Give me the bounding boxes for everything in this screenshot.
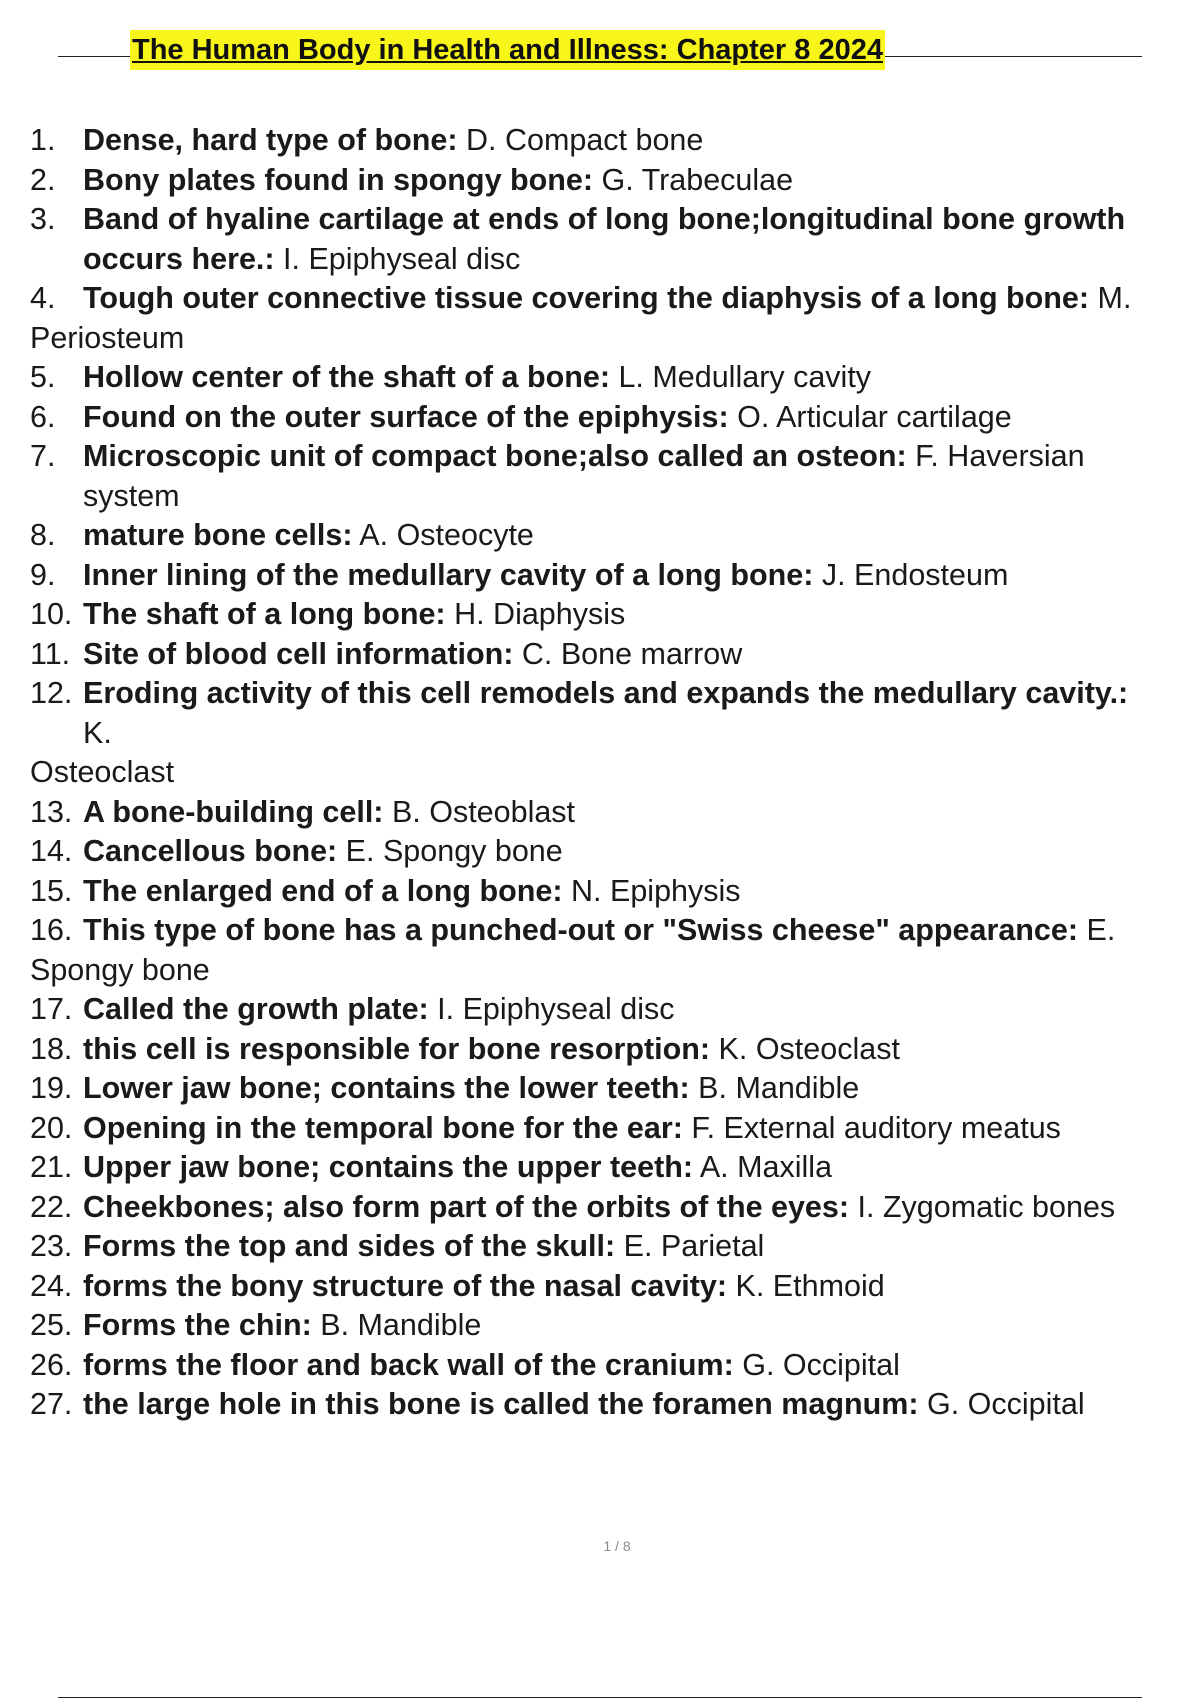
item-number: 4. [30, 281, 56, 315]
document-title: The Human Body in Health and Illness: Chapter 8 2024 [130, 30, 885, 70]
item-number: 2. [30, 162, 56, 197]
list-item [0, 1346, 1200, 1386]
item-number: 19. [30, 1071, 73, 1105]
answer-text: O. Articular cartilage [728, 399, 1012, 434]
question-text: forms the bony structure of the nasal cavity: [83, 1268, 728, 1303]
list-item [0, 556, 1200, 596]
question-text: forms the floor and back wall of the cranium: [83, 1347, 734, 1382]
item-number: 24. [30, 1268, 73, 1303]
item-number: 5. [30, 360, 56, 394]
question-text: The enlarged end of a long bone: [83, 873, 563, 908]
answer-text: H. Diaphysis [445, 597, 626, 631]
question-text: Called the growth plate: [83, 992, 429, 1026]
list-item [0, 121, 1200, 161]
item-number: 22. [30, 1189, 73, 1224]
question-text: Opening in the temporal bone for the ear: [83, 1110, 683, 1145]
answer-text: B. Mandible [311, 1308, 482, 1342]
answer-text: E. Parietal [615, 1229, 765, 1263]
list-item [0, 1109, 1200, 1149]
item-number: 23. [30, 1229, 73, 1263]
item-number: 10. [30, 597, 73, 631]
item-number: 13. [30, 794, 73, 829]
list-item [0, 398, 1200, 438]
question-text: mature bone cells: [83, 518, 353, 552]
question-text: The shaft of a long bone: [83, 597, 446, 631]
question-text: Lower jaw bone; contains the lower teeth: [83, 1071, 690, 1105]
answer-text: I. Epiphyseal disc [274, 241, 521, 276]
answer-text: E. [1078, 913, 1116, 947]
list-item [0, 437, 1200, 516]
question-text: Found on the outer surface of the epiphysis: [83, 399, 729, 434]
question-text: this cell is responsible for bone resorption: [83, 1031, 711, 1066]
answer-text: I. Zygomatic bones [849, 1189, 1116, 1224]
item-number: 27. [30, 1387, 73, 1421]
answer-text: A. Maxilla [693, 1150, 833, 1184]
item-number: 25. [30, 1308, 73, 1342]
answer-text: D. Compact bone [457, 123, 704, 157]
item-number: 21. [30, 1150, 73, 1184]
answer-text: J. Endosteum [813, 557, 1009, 592]
list-item [0, 161, 1200, 201]
question-text: Cancellous bone: [83, 834, 338, 868]
answer-text: F. External auditory meatus [682, 1110, 1061, 1145]
item-number: 14. [30, 834, 73, 868]
answer-text-continued: Osteoclast [30, 755, 175, 789]
answer-text: E. Spongy bone [337, 834, 563, 868]
list-item [0, 1306, 1200, 1346]
item-number: 1. [30, 123, 56, 157]
question-text: Bony plates found in spongy bone: [83, 162, 594, 197]
list-item [0, 358, 1200, 398]
answer-text: B. Osteoblast [383, 794, 576, 829]
answer-text: M. [1089, 281, 1132, 315]
question-text: Upper jaw bone; contains the upper teeth: [83, 1150, 694, 1184]
item-number: 26. [30, 1347, 73, 1382]
list-item [0, 911, 1200, 990]
list-item [0, 516, 1200, 556]
page-number: 1 / 8 [603, 1538, 631, 1554]
answer-text: K. [83, 715, 112, 750]
list-item [0, 832, 1200, 872]
item-number: 15. [30, 873, 73, 908]
list-item [0, 1148, 1200, 1188]
question-text: Tough outer connective tissue covering the diaphysis of a long bone: [83, 281, 1090, 315]
item-number: 3. [30, 202, 56, 236]
question-text: Hollow center of the shaft of a bone: [83, 360, 610, 394]
list-item [0, 1227, 1200, 1267]
question-text: Site of blood cell information: [83, 636, 514, 671]
answer-text-continued: Spongy bone [30, 952, 210, 987]
answer-text-continued: system [83, 478, 180, 513]
question-text: Cheekbones; also form part of the orbits of the eyes: [83, 1189, 850, 1224]
list-item [0, 1069, 1200, 1109]
answer-text: G. Trabeculae [593, 162, 794, 197]
list-item [0, 793, 1200, 833]
answer-text: G. Occipital [733, 1347, 900, 1382]
list-item [0, 200, 1200, 279]
answer-text: L. Medullary cavity [610, 360, 872, 394]
question-text: Forms the chin: [83, 1308, 312, 1342]
question-text: Band of hyaline cartilage at ends of long bone;longitudinal bone growth [83, 202, 1126, 236]
answer-text-continued: Periosteum [30, 320, 185, 355]
list-item [0, 1030, 1200, 1070]
question-text: A bone-building cell: [83, 794, 384, 829]
list-item [0, 635, 1200, 675]
title-row [58, 30, 1142, 70]
question-text: Microscopic unit of compact bone;also called an osteon: [83, 439, 907, 473]
answer-text: K. Ethmoid [727, 1268, 885, 1303]
footer-rule [58, 1697, 1142, 1698]
question-text: This type of bone has a punched-out or "Swiss cheese" appearance: [83, 913, 1078, 947]
item-number: 11. [30, 636, 71, 671]
answer-text: G. Occipital [918, 1387, 1085, 1421]
item-number: 20. [30, 1110, 73, 1145]
list-item [0, 1188, 1200, 1228]
item-number: 16. [30, 913, 73, 947]
item-number: 12. [30, 676, 73, 710]
item-number: 6. [30, 399, 56, 434]
question-text: the large hole in this bone is called the foramen magnum: [83, 1387, 919, 1421]
question-text: Inner lining of the medullary cavity of a long bone: [83, 557, 814, 592]
answer-text: B. Mandible [689, 1071, 860, 1105]
item-number: 17. [30, 992, 73, 1026]
list-item [0, 872, 1200, 912]
answer-text: I. Epiphyseal disc [428, 992, 675, 1026]
answer-text: F. Haversian [906, 439, 1085, 473]
answer-text: K. Osteoclast [710, 1031, 900, 1066]
list-item [0, 1267, 1200, 1307]
list-item [0, 595, 1200, 635]
question-text: Eroding activity of this cell remodels and expands the medullary cavity.: [83, 676, 1129, 710]
answer-text: A. Osteocyte [352, 518, 534, 552]
question-text: Dense, hard type of bone: [83, 123, 458, 157]
question-answer-list [0, 121, 1200, 1425]
question-text-continued: occurs here.: [83, 241, 275, 276]
item-number: 7. [30, 439, 56, 473]
question-text: Forms the top and sides of the skull: [83, 1229, 616, 1263]
answer-text: C. Bone marrow [513, 636, 743, 671]
list-item [0, 990, 1200, 1030]
item-number: 9. [30, 557, 56, 592]
item-number: 18. [30, 1031, 73, 1066]
list-item [0, 279, 1200, 358]
answer-text: N. Epiphysis [562, 873, 741, 908]
item-number: 8. [30, 518, 56, 552]
list-item [0, 674, 1200, 793]
list-item [0, 1385, 1200, 1425]
